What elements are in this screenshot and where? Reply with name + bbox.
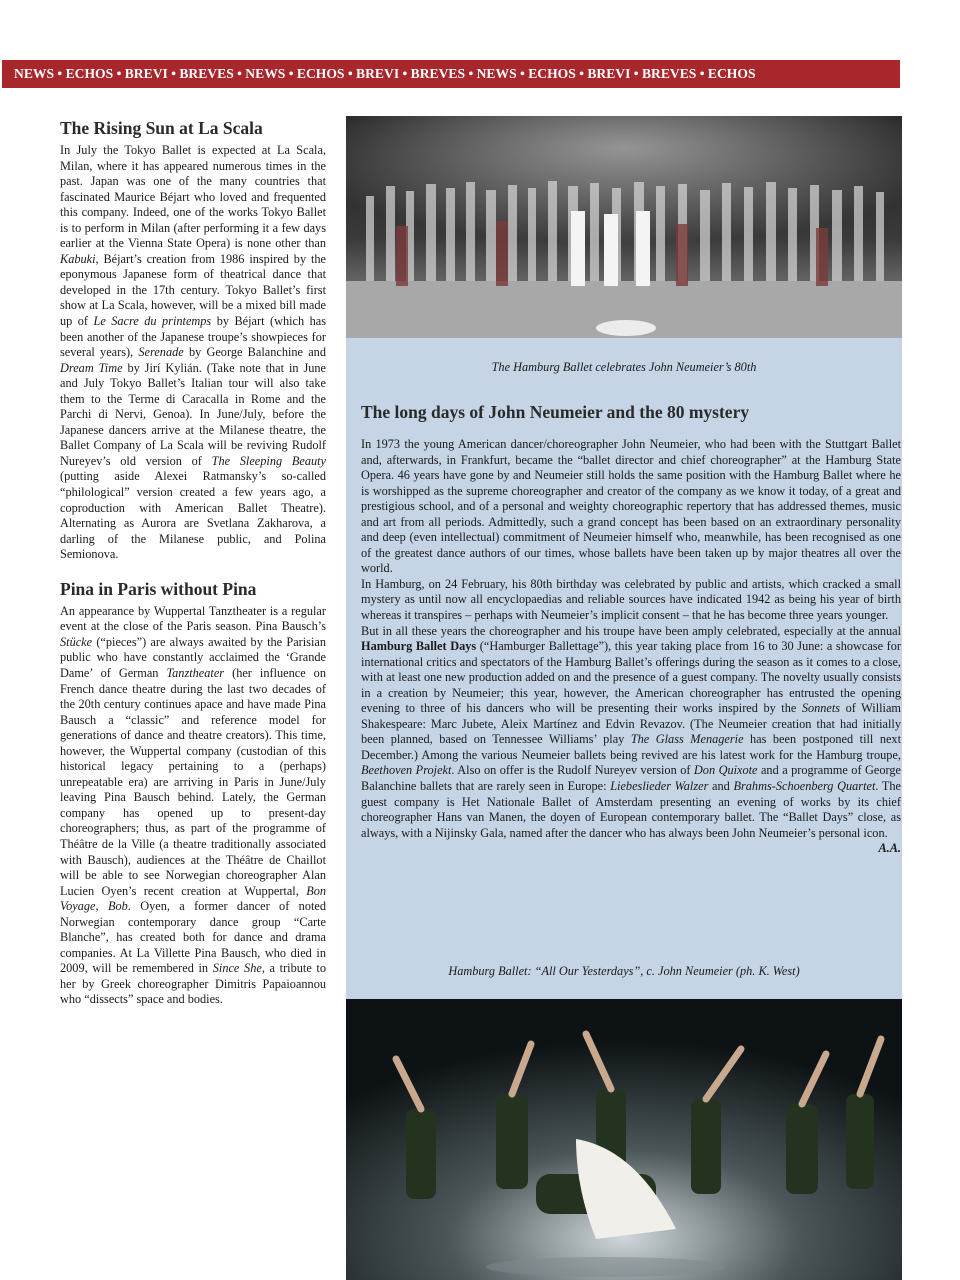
section-banner: NEWS • ECHOS • BREVI • BREVES • NEWS • ECHOS • BREVI • BREVES • NEWS • ECHOS • BREVI • BREVES • ECHOS: [2, 60, 900, 88]
left-column: [60, 118, 326, 1008]
article-neumeier: [361, 402, 901, 857]
photo-all-our-yesterdays: [346, 999, 902, 1280]
article-para-1: In 1973 the young American dancer/choreographer John Neumeier, who had been with the Stuttgart Ballet and, afterwards, in Frankfurt, became the “ballet director and chief choreographer” at the Hamburg State Opera. 46 years have gone by and Neumeier still holds the same position with the Hamburg Ballet where he is worshipped as the supreme choreographer and creator of the company as we know it today, of a great and prestigious school, and of a personal and weighty choreographic repertory that has addressed themes, music and art from all periods. Admittedly, such a grand concept has been based on an extraordinary personality and deep (even intellectual) commitment of Neumeier himself who, meanwhile, has been recognised as one of the greatest dance authors of our times, whose ballets have been taken up by major theatres all over the world.: [361, 437, 901, 576]
article-para-2: In Hamburg, on 24 February, his 80th birthday was celebrated by public and artists, which cracked a small mystery as until now all encyclopaedias and reliable sources have indicated 1942 as being his year of birth whereas it transpires – perhaps with Neumeier’s implicit consent – that he has become three years younger.: [361, 576, 901, 623]
photo-curtain-call: [346, 116, 902, 338]
article-body-pina: An appearance by Wuppertal Tanztheater is a regular event at the close of the Paris season. Pina Bausch’s Stücke (“pieces”) are always awaited by the Parisian public who have constantly acclaimed the ‘Grande Dame’ of German Tanztheater (her influence on French dance theatre during the last two decades of the 20th century continues apace and have made Pina Bausch a “classic” and reference model for generations of dance and theatre creators). This time, however, the Wuppertal company (custodian of this historical legacy pertaining to a (perhaps) unrepeatable era) are arriving in Paris in June/July leaving Pina Bausch behind. Lately, the German company has opened up to present-day choreographers; thus, as part of the programme of Théâtre de la Ville (a theatre traditionally associated with Bausch), audiences at the Théâtre de Chaillot will be able to see Norwegian choreographer Alan Lucien Oyen’s recent creation at Wuppertal, Bon Voyage, Bob. Oyen, a former dancer of noted Norwegian contemporary dance group “Carte Blanche”, has created both for dance and drama companies. At La Villette Pina Bausch, who died in 2009, will be remembered in Since She, a tribute to her by Greek choreographer Dimitris Papaioannou who “dissects” space and bodies.: [60, 603, 327, 1007]
article-title-rising-sun: The Rising Sun at La Scala: [60, 118, 263, 138]
caption-all-our-yesterdays: Hamburg Ballet: “All Our Yesterdays”, c. John Neumeier (ph. K. West): [448, 964, 800, 978]
sidebar-panel: [346, 116, 902, 1280]
caption-curtain-call: The Hamburg Ballet celebrates John Neumeier’s 80th: [491, 360, 757, 374]
article-para-3: But in all these years the choreographer and his troupe have been amply celebrated, especially at the annual Hamburg Ballet Days (“Hamburger Ballettage”), this year taking place from 16 to 30 June: a showcase for international critics and spectators of the Hamburg Ballet’s offerings during the season as it comes to a close, with at least one new production added on and the presence of a guest company. The novelty usually consists in a creation by Neumeier; this year, however, the American choreographer has entrusted the opening evening to three of his dancers who will be presenting their works inspired by the Sonnets of William Shakespeare: Marc Jubete, Aleix Martínez and Edvin Revazov. (The Neumeier creation that had initially been planned, based on Tennessee Williams’ play The Glass Menagerie has been postponed till next December.) Among the various Neumeier ballets being revived are his latest work for the Hamburg troupe, Beethoven Projekt. Also on offer is the Rudolf Nureyev version of Don Quixote and a programme of George Balanchine ballets that are rarely seen in Europe: Liebeslieder Walzer and Brahms-Schoenberg Quartet. The guest company is Het Nationale Ballet of Amsterdam presenting an evening of works by its chief choreographer Hans van Manen, the doyen of European contemporary ballet. The “Ballet Days” close, as always, with a Nijinsky Gala, named after the dancer who has always been John Neumeier’s personal icon.: [361, 623, 901, 840]
article-title-neumeier: The long days of John Neumeier and the 80 mystery: [361, 402, 750, 422]
article-body-rising-sun: In July the Tokyo Ballet is expected at La Scala, Milan, where it has appeared numerous times in the past. Japan was one of the many countries that fascinated Maurice Béjart who loved and frequented this company. Indeed, one of the works Tokyo Ballet is to perform in Milan (after performing it a few days earlier at the Vienna State Opera) is none other than Kabuki, Béjart’s creation from 1986 inspired by the eponymous Japanese form of theatrical dance that developed in the 17th century. Tokyo Ballet’s first show at La Scala, however, will be a mixed bill made up of Le Sacre du printemps by Béjart (which has been another of the Japanese troupe’s showpieces for several years), Serenade by George Balanchine and Dream Time by Jirí Kylián. (Take note that in June and July Tokyo Ballet’s Italian tour will also take them to the Terme di Caracalla in Rome and the Parchi di Nervi, Genoa). In June/July, before the Japanese dancers arrive at the Milanese theatre, the Ballet Company of La Scala will be reviving Rudolf Nureyev’s old version of The Sleeping Beauty (putting aside Alexei Ratmansky’s so-called “philological” version created a few years ago, a coproduction with American Ballet Theatre). Alternating as Aurora are Svetlana Zakharova, a darling of the Milanese public, and Polina Semionova.: [60, 143, 326, 562]
author-signature: A.A.: [878, 841, 901, 856]
article-title-pina: Pina in Paris without Pina: [60, 578, 257, 599]
